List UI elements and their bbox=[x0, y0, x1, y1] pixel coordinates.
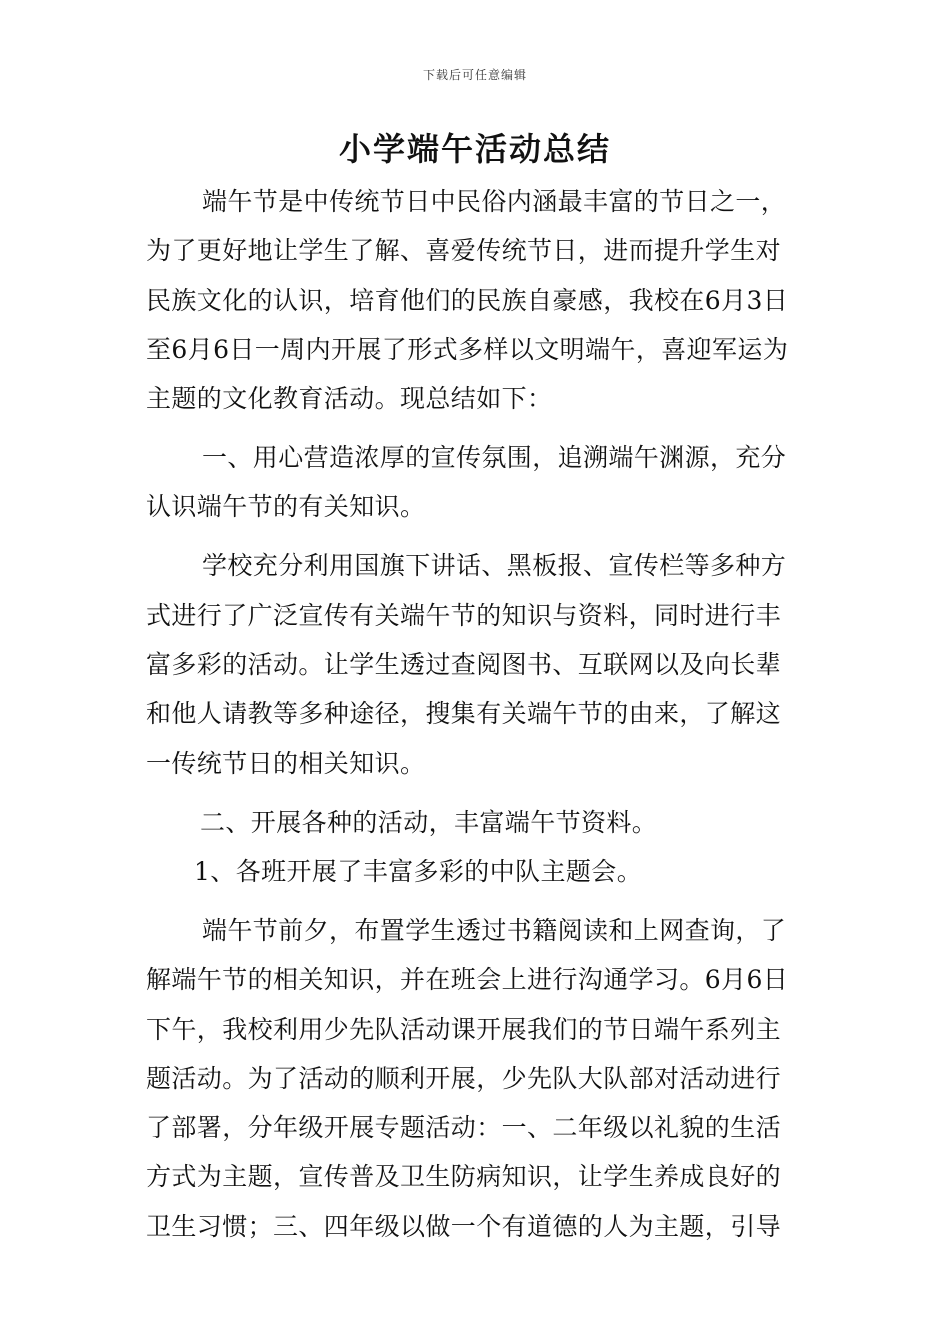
paragraph-line: 了部署，分年级开展专题活动：一、二年级以礼貌的生活 bbox=[146, 1113, 782, 1143]
paragraph-line: 方式为主题，宣传普及卫生防病知识，让学生养成良好的 bbox=[146, 1162, 782, 1192]
paragraph-line: 一传统节日的相关知识。 bbox=[146, 748, 426, 778]
paragraph-line: 为了更好地让学生了解、喜爱传统节日，进而提升学生对 bbox=[146, 236, 782, 266]
paragraph-line: 端午节前夕，布置学生透过书籍阅读和上网查询，了 bbox=[202, 915, 787, 945]
section-heading-line: 二、开展各种的活动，丰富端午节资料。 bbox=[200, 807, 658, 837]
paragraph-line: 至6月6日一周内开展了形式多样以文明端午，喜迎军运为 bbox=[146, 334, 789, 364]
section-heading-line: 认识端午节的有关知识。 bbox=[146, 492, 426, 522]
document-body bbox=[146, 182, 808, 1256]
paragraph-line: 式进行了广泛宣传有关端午节的知识与资料，同时进行丰 bbox=[146, 600, 782, 630]
paragraph-line: 题活动。为了活动的顺利开展，少先队大队部对活动进行 bbox=[146, 1063, 782, 1093]
paragraph-line: 下午，我校利用少先队活动课开展我们的节日端午系列主 bbox=[146, 1014, 782, 1044]
section-heading-line: 一、用心营造浓厚的宣传氛围，追溯端午渊源，充分 bbox=[202, 443, 787, 473]
paragraph-line: 和他人请教等多种途径，搜集有关端午节的由来，了解这 bbox=[146, 699, 782, 729]
paragraph-line: 富多彩的活动。让学生透过查阅图书、互联网以及向长辈 bbox=[146, 650, 782, 680]
paragraph-line: 卫生习惯；三、四年级以做一个有道德的人为主题，引导 bbox=[146, 1211, 782, 1241]
paragraph-line: 端午节是中传统节日中民俗内涵最丰富的节日之一， bbox=[202, 187, 787, 216]
paragraph-line: 学校充分利用国旗下讲话、黑板报、宣传栏等多种方 bbox=[202, 551, 787, 581]
document-title: 小学端午活动总结 bbox=[338, 130, 611, 168]
paragraph-line: 主题的文化教育活动。现总结如下： bbox=[146, 384, 553, 414]
paragraph-line: 解端午节的相关知识，并在班会上进行沟通学习。6月6日 bbox=[146, 965, 789, 995]
header-note: 下载后可任意编辑 bbox=[422, 68, 527, 82]
subsection-heading-line: 1、各班开展了丰富多彩的中队主题会。 bbox=[194, 856, 643, 886]
paragraph-line: 民族文化的认识，培育他们的民族自豪感，我校在6月3日 bbox=[146, 285, 789, 315]
